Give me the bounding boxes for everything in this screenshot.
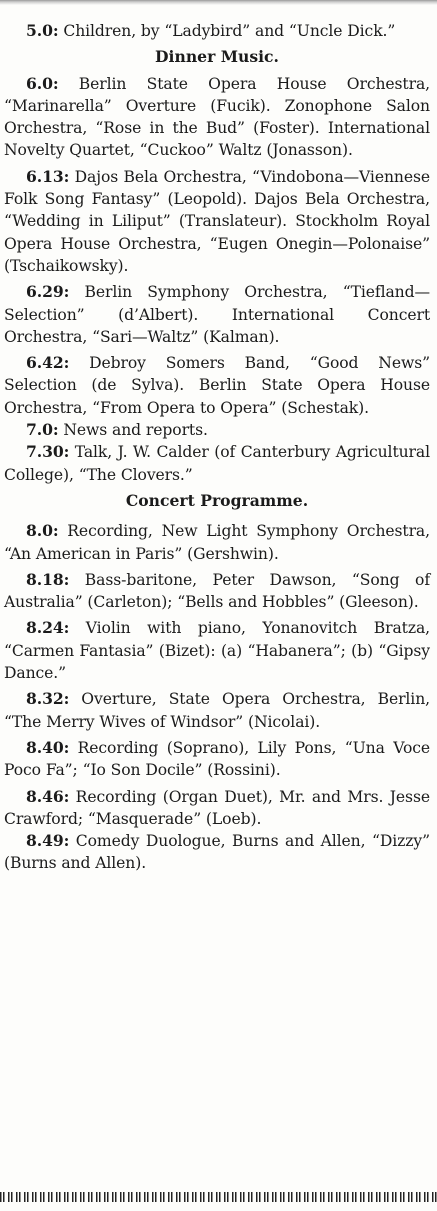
entry-time: 8.18:: [26, 569, 70, 589]
programme-entry: [4, 281, 430, 348]
entry-time: 8.49:: [26, 831, 70, 851]
entry-time: 8.40:: [26, 737, 70, 757]
entry-text: Comedy Duologue, Burns and Allen, “Dizzy” (Burns and Allen).: [4, 832, 430, 873]
programme-column: [4, 20, 430, 875]
entry-text: Recording (Soprano), Lily Pons, “Una Voce Poco Fa”; “Io Son Docile” (Rossini).: [4, 738, 430, 780]
section-heading: Dinner Music.: [155, 47, 279, 67]
entry-text: Dajos Bela Orchestra, “Vindobona—Viennese Folk Song Fantasy” (Leopold). Dajos Bela Orchestra, “Wedding in Liliput” (Translateur). Stockholm Royal Opera House Orchestra, “Eugen Onegin—Polonaise” (Tschaikowsky).: [4, 167, 430, 275]
entry-text: Recording, New Light Symphony Orchestra, “An American in Paris” (Gershwin).: [4, 522, 430, 563]
entry-text: Violin with piano, Yonanovitch Bratza, “Carmen Fantasia” (Bizet): (a) “Habanera”; (b) “Gipsy Dance.”: [4, 619, 430, 683]
entry-text: Children, by “Ladybird” and “Uncle Dick.”: [58, 22, 396, 40]
entry-time: 6.42:: [26, 353, 70, 373]
programme-entry: [4, 419, 430, 441]
programme-entry: [4, 166, 430, 277]
entry-text: Overture, State Opera Orchestra, Berlin, “The Merry Wives of Windsor” (Nicolai).: [4, 690, 430, 731]
programme-entry: [4, 737, 430, 782]
bottom-rule: [0, 1192, 437, 1202]
programme-entry: [4, 520, 430, 565]
entry-time: 8.0:: [26, 521, 59, 541]
entry-time: 5.0:: [26, 21, 59, 40]
programme-entry: [4, 617, 430, 684]
programme-entry: [4, 830, 430, 875]
entry-time: 7.30:: [26, 442, 70, 462]
entry-text: Recording (Organ Duet), Mr. and Mrs. Jesse Crawford; “Masquerade” (Loeb).: [4, 787, 430, 828]
top-rule: [0, 0, 437, 5]
entry-text: News and reports.: [58, 421, 208, 440]
entry-time: 8.46:: [26, 786, 70, 806]
entry-text: Berlin State Opera House Orchestra, “Marinarella” Overture (Fucik). Zonophone Salon Orchestra, “Rose in the Bud” (Foster). International Novelty Quartet, “Cuckoo” Waltz (Jonasson).: [4, 74, 430, 160]
entry-time: 6.13:: [26, 166, 70, 186]
entry-time: 8.24:: [26, 618, 70, 638]
entry-text: Debroy Somers Band, “Good News” Selection (de Sylva). Berlin State Opera House Orchestra, “From Opera to Opera” (Schestak).: [4, 354, 430, 417]
entry-text: Berlin Symphony Orchestra, “Tiefland—Selection” (d’Albert). International Concert Orchestra, “Sari—Waltz” (Kalman).: [4, 283, 430, 346]
programme-entry: [4, 352, 430, 419]
programme-entry: [4, 441, 430, 486]
section-heading: Concert Programme.: [125, 490, 309, 510]
entry-time: 6.0:: [26, 73, 59, 93]
entry-time: 6.29:: [26, 282, 70, 302]
programme-entry: [4, 73, 430, 162]
programme-entry: [4, 786, 430, 831]
entry-text: Talk, J. W. Calder (of Canterbury Agricultural College), “The Clovers.”: [4, 443, 430, 484]
entry-time: 7.0:: [26, 420, 59, 440]
programme-entry: [4, 20, 430, 42]
entry-text: Bass-baritone, Peter Dawson, “Song of Australia” (Carleton); “Bells and Hobbles” (Gleeson).: [4, 570, 430, 612]
programme-entry: [4, 569, 430, 614]
entry-time: 8.32:: [26, 689, 70, 709]
programme-entry: [4, 688, 430, 733]
